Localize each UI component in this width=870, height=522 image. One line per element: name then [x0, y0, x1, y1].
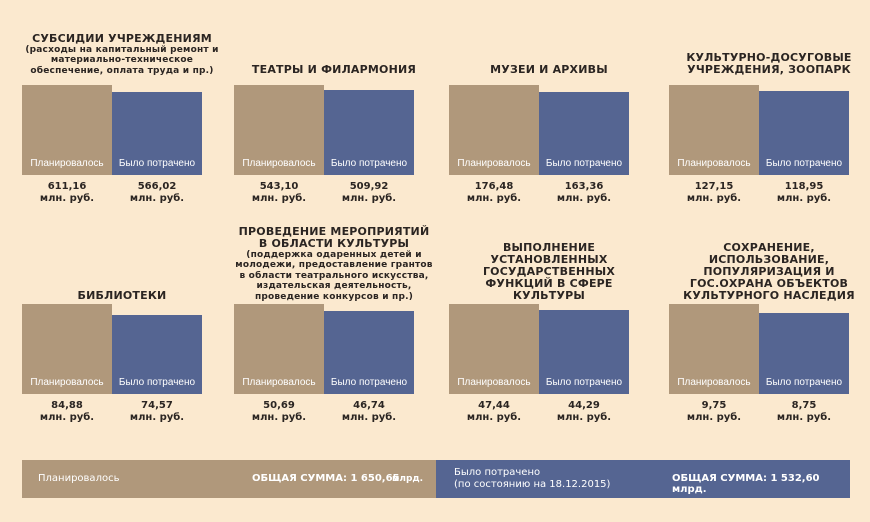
bar-spent	[759, 91, 849, 175]
value-number: 47,44	[478, 400, 510, 411]
value-number: 163,36	[564, 181, 604, 192]
value-planned	[449, 400, 539, 424]
value-unit: млн. руб.	[251, 193, 307, 204]
panel-title-main: МУЗЕИ И АРХИВЫ	[490, 63, 608, 76]
panel-title-main: ПРОВЕДЕНИЕ МЕРОПРИЯТИЙ В ОБЛАСТИ КУЛЬТУРЫ	[238, 224, 430, 250]
bar-planned	[22, 304, 112, 394]
bar-label: Планировалось	[242, 158, 316, 169]
value-spent	[759, 400, 849, 424]
value-unit: млн. руб.	[776, 412, 832, 423]
footer-spent-total: ОБЩАЯ СУММА: 1 532,60 млрд.	[672, 473, 820, 495]
bar-planned	[669, 304, 759, 394]
bar-spent	[759, 313, 849, 394]
bar-label: Было потрачено	[765, 377, 843, 388]
panel-title	[669, 222, 869, 302]
panel-title	[234, 10, 434, 76]
value-planned	[22, 400, 112, 424]
footer-spent-label: Было потрачено	[454, 467, 541, 478]
value-unit: млн. руб.	[251, 412, 307, 423]
value-spent	[324, 400, 414, 424]
bar-spent	[324, 90, 414, 175]
value-unit: млн. руб.	[686, 193, 742, 204]
panel-title-main: СУБСИДИИ УЧРЕЖДЕНИЯМ	[32, 31, 212, 45]
value-number: 8,75	[791, 400, 817, 411]
bar-planned	[22, 85, 112, 175]
value-planned	[449, 181, 539, 205]
footer-planned-unit: млрд.	[392, 474, 424, 484]
panel-title	[22, 10, 222, 76]
bar-label: Было потрачено	[545, 158, 623, 169]
value-planned	[234, 400, 324, 424]
bar-label: Планировалось	[30, 158, 104, 169]
value-spent	[112, 400, 202, 424]
value-number: 50,69	[263, 400, 295, 411]
bar-label: Планировалось	[30, 377, 104, 388]
value-number: 74,57	[141, 400, 173, 411]
value-number: 44,29	[568, 400, 600, 411]
bar-spent	[539, 92, 629, 175]
value-unit: млн. руб.	[556, 193, 612, 204]
value-number: 176,48	[474, 181, 514, 192]
value-unit: млн. руб.	[39, 412, 95, 423]
panel-title	[234, 222, 434, 302]
value-number: 543,10	[259, 181, 299, 192]
value-number: 509,92	[349, 181, 389, 192]
value-spent	[759, 181, 849, 205]
bar-label: Было потрачено	[765, 158, 843, 169]
value-number: 118,95	[784, 181, 824, 192]
bar-spent	[112, 315, 202, 394]
bar-label: Планировалось	[457, 377, 531, 388]
bar-label: Планировалось	[677, 158, 751, 169]
bar-label: Было потрачено	[330, 377, 408, 388]
panel-title-main: БИБЛИОТЕКИ	[77, 289, 167, 302]
value-planned	[22, 181, 112, 205]
bar-label: Было потрачено	[118, 158, 196, 169]
value-unit: млн. руб.	[129, 193, 185, 204]
value-planned	[669, 400, 759, 424]
value-unit: млн. руб.	[39, 193, 95, 204]
bar-planned	[449, 304, 539, 394]
bar-label: Было потрачено	[545, 377, 623, 388]
value-spent	[539, 181, 629, 205]
bar-label: Планировалось	[242, 377, 316, 388]
panel-title	[22, 222, 222, 302]
panel-title-sub: (поддержка одаренных детей и молодежи, предоставление грантов в области театрального искусства, издательская деятельность, проведение конкурсов и пр.)	[235, 249, 433, 302]
value-unit: млн. руб.	[686, 412, 742, 423]
value-unit: млн. руб.	[341, 412, 397, 423]
value-planned	[669, 181, 759, 205]
value-unit: млн. руб.	[776, 193, 832, 204]
value-spent	[539, 400, 629, 424]
panel-title-main: ВЫПОЛНЕНИЕ УСТАНОВЛЕННЫХ ГОСУДАРСТВЕННЫХ ФУНКЦИЙ В СФЕРЕ КУЛЬТУРЫ	[482, 241, 616, 302]
bar-planned	[669, 85, 759, 175]
footer-planned	[22, 460, 436, 498]
bar-label: Было потрачено	[118, 377, 196, 388]
value-unit: млн. руб.	[466, 412, 522, 423]
bar-label: Планировалось	[457, 158, 531, 169]
footer-totals	[22, 460, 850, 498]
value-number: 611,16	[47, 181, 87, 192]
value-unit: млн. руб.	[129, 412, 185, 423]
value-number: 84,88	[51, 400, 83, 411]
bar-label: Было потрачено	[330, 158, 408, 169]
bar-spent	[112, 92, 202, 175]
bar-planned	[234, 304, 324, 394]
value-number: 566,02	[137, 181, 177, 192]
value-number: 46,74	[353, 400, 385, 411]
value-spent	[324, 181, 414, 205]
panel-title-main: КУЛЬТУРНО-ДОСУГОВЫЕ УЧРЕЖДЕНИЯ, ЗООПАРК	[686, 51, 852, 76]
bar-planned	[234, 85, 324, 175]
value-unit: млн. руб.	[341, 193, 397, 204]
bar-label: Планировалось	[677, 377, 751, 388]
value-spent	[112, 181, 202, 205]
bar-planned	[449, 85, 539, 175]
footer-spent-date: (по состоянию на 18.12.2015)	[454, 479, 611, 490]
footer-spent	[436, 460, 850, 498]
panel-title	[449, 222, 649, 302]
panel-title-sub: (расходы на капитальный ремонт и материально-техническое обеспечение, оплата труда и пр.)	[25, 44, 219, 76]
value-number: 9,75	[701, 400, 727, 411]
footer-planned-total: ОБЩАЯ СУММА: 1 650,65	[252, 473, 400, 484]
bar-spent	[324, 311, 414, 394]
panel-title-main: ТЕАТРЫ И ФИЛАРМОНИЯ	[251, 63, 417, 76]
panel-title	[449, 10, 649, 76]
value-planned	[234, 181, 324, 205]
panel-title	[669, 10, 869, 76]
value-number: 127,15	[694, 181, 734, 192]
panel-title-main: СОХРАНЕНИЕ, ИСПОЛЬЗОВАНИЕ, ПОПУЛЯРИЗАЦИЯ И ГОС.ОХРАНА ОБЪЕКТОВ КУЛЬТУРНОГО НАСЛЕДИЯ	[683, 241, 855, 302]
value-unit: млн. руб.	[556, 412, 612, 423]
bar-spent	[539, 310, 629, 394]
footer-planned-label: Планировалось	[38, 473, 120, 484]
value-unit: млн. руб.	[466, 193, 522, 204]
